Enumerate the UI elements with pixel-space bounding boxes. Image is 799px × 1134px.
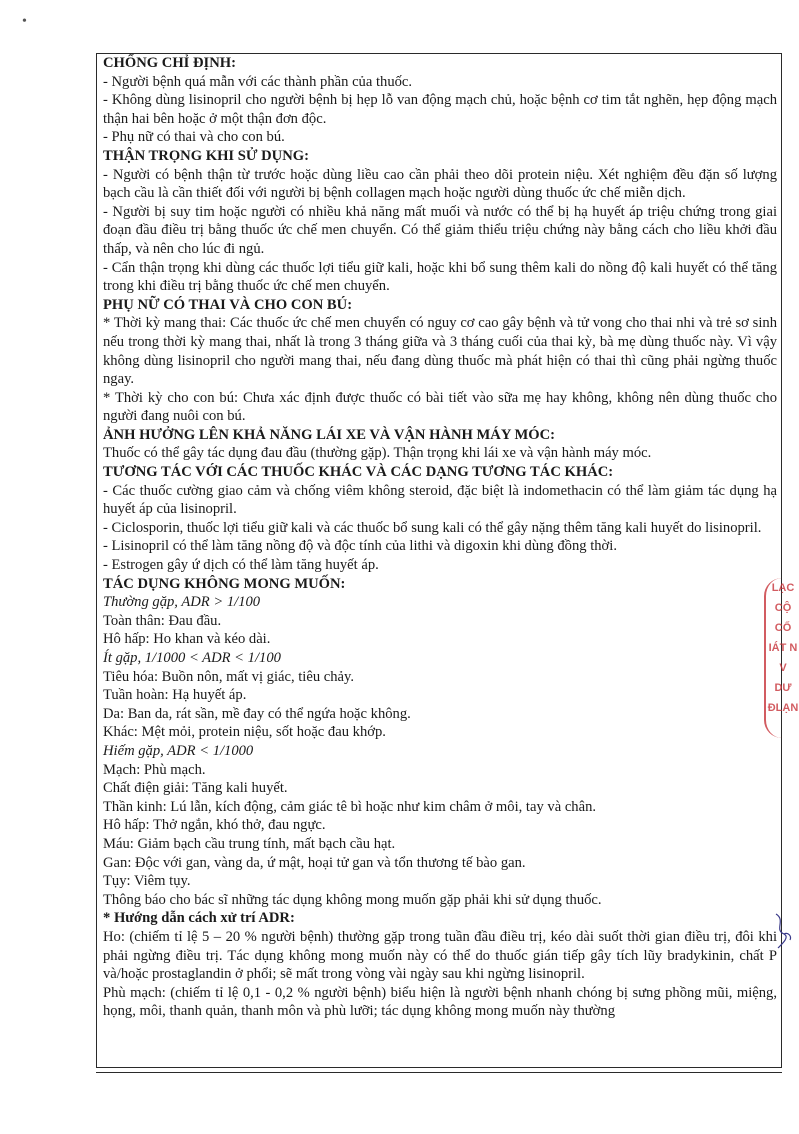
paragraph: Gan: Độc với gan, vàng da, ứ mật, hoại tử gan và tổn thương tế bào gan.	[103, 854, 526, 871]
paragraph: - Người bệnh quá mẫn với các thành phần của thuốc.	[103, 73, 413, 90]
stamp-text: LẠC	[771, 582, 795, 594]
company-seal-stamp	[764, 578, 799, 738]
document-frame	[96, 53, 782, 1068]
paragraph: Máu: Giảm bạch cầu trung tính, mất bạch cầu hạt.	[103, 835, 396, 852]
paragraph: Mạch: Phù mạch.	[103, 761, 206, 778]
paragraph: - Không dùng lisinopril cho người bệnh bị hẹp lỗ van động mạch chủ, hoặc bệnh cơ tim tắt nghẽn, hẹp động mạch thận hai bên hoặc ở một thận đơn độc.	[103, 92, 777, 127]
section-heading: CHỐNG CHỈ ĐỊNH:	[103, 55, 236, 71]
paragraph: Tuần hoàn: Hạ huyết áp.	[103, 687, 247, 704]
stamp-text: V	[779, 662, 787, 674]
section-heading: PHỤ NỮ CÓ THAI VÀ CHO CON BÚ:	[103, 296, 353, 313]
paragraph: Ho: (chiếm tỉ lệ 5 – 20 % người bệnh) thường gặp trong tuần đầu điều trị, kéo dài suốt thời gian điều trị, đôi khi phải ngừng điều trị. Tác dụng không mong muốn này có thể do thuốc gián tiếp gây tích lũy bradykinin, chất P và/hoặc prostaglandin ở phổi; sẽ mất trong vòng vài ngày sau khi ngừng lisinopril.	[103, 928, 777, 983]
section-heading: THẬN TRỌNG KHI SỬ DỤNG:	[103, 147, 309, 164]
bottom-frame-line	[96, 1072, 782, 1073]
paragraph: - Cẩn thận trọng khi dùng các thuốc lợi tiểu giữ kali, hoặc khi bổ sung thêm kali do nồng độ kali huyết có thể tăng trong khi điều trị bằng thuốc ức chế men chuyển.	[103, 259, 777, 295]
paragraph: Tụy: Viêm tụy.	[103, 873, 191, 890]
paragraph: Da: Ban da, rát sần, mề đay có thể ngứa hoặc không.	[103, 705, 411, 722]
stamp-text: ĐLẠN	[767, 702, 799, 714]
frequency-subheading: Hiếm gặp, ADR < 1/1000	[103, 742, 254, 759]
paragraph: - Người bị suy tim hoặc người có nhiều khả năng mất muối và nước có thể bị hạ huyết áp triệu chứng trong giai đoạn đầu điều trị bằng thuốc ức chế men chuyển. Có thể giảm thiểu triệu chứng này bằng cách cho liều khởi đầu thấp, và nên cho lúc đi ngủ.	[103, 203, 777, 257]
paragraph: Thần kinh: Lú lẫn, kích động, cảm giác tê bì hoặc như kim châm ở môi, tay và chân.	[103, 798, 597, 815]
stamp-text: DƯ	[774, 682, 792, 694]
frequency-subheading: Thường gặp, ADR > 1/100	[103, 594, 261, 611]
paragraph: Khác: Mệt mỏi, protein niệu, sốt hoặc đau khớp.	[103, 724, 386, 741]
paragraph: Chất điện giải: Tăng kali huyết.	[103, 780, 288, 797]
paragraph: Toàn thân: Đau đầu.	[103, 612, 222, 629]
stamp-text: CỘ	[774, 602, 792, 614]
paragraph: Thông báo cho bác sĩ những tác dụng không mong muốn gặp phải khi sử dụng thuốc.	[103, 891, 602, 908]
paragraph: Thuốc có thể gây tác dụng đau đầu (thường gặp). Thận trọng khi lái xe và vận hành máy móc.	[103, 445, 652, 462]
frequency-subheading: Ít gặp, 1/1000 < ADR < 1/100	[103, 650, 281, 666]
paragraph: Phù mạch: (chiếm tỉ lệ 0,1 - 0,2 % người bệnh) biểu hiện là người bệnh nhanh chóng bị sưng phồng mũi, miệng, họng, môi, thanh quản, thanh môn và phù lưỡi; tác dụng không mong muốn này thường	[103, 984, 777, 1020]
paragraph: - Các thuốc cường giao cảm và chống viêm không steroid, đặc biệt là indomethacin có thể làm giảm tác dụng hạ huyết áp của lisinopril.	[103, 482, 777, 518]
bold-subheading: * Hướng dẫn cách xử trí ADR:	[103, 910, 295, 927]
scan-mark: •	[22, 14, 27, 29]
paragraph: Tiêu hóa: Buồn nôn, mất vị giác, tiêu chảy.	[103, 668, 355, 685]
paragraph: - Lisinopril có thể làm tăng nồng độ và độc tính của lithi và digoxin khi dùng đồng thời.	[103, 538, 617, 555]
paragraph: - Estrogen gây ứ dịch có thể làm tăng huyết áp.	[103, 557, 379, 574]
paragraph: * Thời kỳ mang thai: Các thuốc ức chế men chuyển có nguy cơ cao gây bệnh và tử vong cho thai nhi và trẻ sơ sinh nếu trong thời kỳ mang thai, nhất là trong 3 tháng giữa và 3 tháng cuối của thai kỳ, bà mẹ dùng thuốc này. Vì vậy không dùng lisinopril cho người mang thai, nếu đang dùng thuốc mà phát hiện có thai thì cũng phải ngừng thuốc ngay.	[103, 315, 777, 388]
section-heading: TÁC DỤNG KHÔNG MONG MUỐN:	[103, 575, 346, 592]
paragraph: - Phụ nữ có thai và cho con bú.	[103, 129, 285, 146]
stamp-text: IÁT N	[768, 642, 798, 654]
paragraph: * Thời kỳ cho con bú: Chưa xác định được thuốc có bài tiết vào sữa mẹ hay không, không nên dùng thuốc cho người đang nuôi con bú.	[103, 389, 777, 425]
signature-mark	[772, 910, 794, 950]
stamp-text: CỔ	[774, 622, 792, 634]
paragraph: - Người có bệnh thận từ trước hoặc dùng liều cao cần phải theo dõi protein niệu. Xét nghiệm đều đặn số lượng bạch cầu là cần thiết đối với người bị bệnh collagen mạch hoặc người dùng thuốc ức chế miễn dịch.	[103, 166, 777, 202]
paragraph: Hô hấp: Ho khan và kéo dài.	[103, 631, 271, 648]
paragraph: - Ciclosporin, thuốc lợi tiểu giữ kali và các thuốc bổ sung kali có thể gây nặng thêm tăng kali huyết do lisinopril.	[103, 519, 762, 536]
paragraph: Hô hấp: Thở ngắn, khó thở, đau ngực.	[103, 817, 326, 834]
section-heading: TƯƠNG TÁC VỚI CÁC THUỐC KHÁC VÀ CÁC DẠNG TƯƠNG TÁC KHÁC:	[103, 464, 614, 481]
document-content	[103, 54, 777, 1021]
section-heading: ẢNH HƯỞNG LÊN KHẢ NĂNG LÁI XE VÀ VẬN HÀNH MÁY MÓC:	[103, 426, 555, 443]
